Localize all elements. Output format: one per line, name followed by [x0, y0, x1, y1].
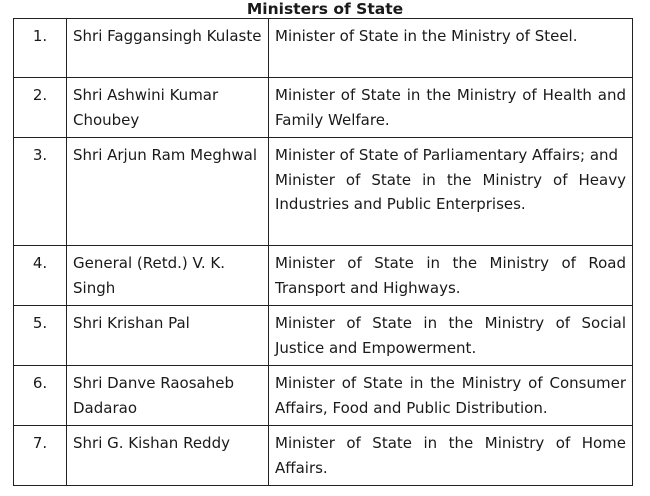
portfolio-text: Minister of State in the Ministry of Home Affairs.	[275, 434, 626, 477]
portfolio-text: Minister of State in the Ministry of Social Justice and Empowerment.	[275, 314, 626, 357]
portfolio	[269, 78, 633, 138]
serial-number: 4.	[14, 246, 67, 306]
portfolio	[269, 138, 633, 246]
minister-name: Shri Krishan Pal	[67, 306, 269, 366]
minister-name: Shri Ashwini Kumar Choubey	[67, 78, 269, 138]
portfolio	[269, 426, 633, 486]
ministers-table	[13, 18, 633, 486]
portfolio-text: Minister of State in the Ministry of Health and Family Welfare.	[275, 86, 626, 129]
table-row	[14, 78, 633, 138]
serial-number: 5.	[14, 306, 67, 366]
serial-number: 3.	[14, 138, 67, 246]
portfolio	[269, 306, 633, 366]
page-title: Ministers of State	[246, 0, 404, 18]
serial-number: 6.	[14, 366, 67, 426]
portfolio-text: Minister of State in the Ministry of Heavy Industries and Public Enterprises.	[275, 170, 626, 213]
minister-name: General (Retd.) V. K. Singh	[67, 246, 269, 306]
minister-name: Shri G. Kishan Reddy	[67, 426, 269, 486]
portfolio-text: Minister of State of Parliamentary Affairs; and	[275, 146, 619, 164]
table-row	[14, 426, 633, 486]
table-row	[14, 366, 633, 426]
table-row	[14, 306, 633, 366]
serial-number: 7.	[14, 426, 67, 486]
serial-number: 2.	[14, 78, 67, 138]
minister-name: Shri Arjun Ram Meghwal	[67, 138, 269, 246]
minister-name: Shri Danve Raosaheb Dadarao	[67, 366, 269, 426]
table-row	[14, 19, 633, 78]
portfolio-text: Minister of State in the Ministry of Steel.	[275, 27, 578, 45]
portfolio-text: Minister of State in the Ministry of Road Transport and Highways.	[275, 254, 626, 297]
portfolio	[269, 366, 633, 426]
portfolio-text: Minister of State in the Ministry of Consumer Affairs, Food and Public Distribution.	[275, 374, 626, 417]
portfolio	[269, 246, 633, 306]
table-row	[14, 138, 633, 246]
table-row	[14, 246, 633, 306]
serial-number: 1.	[14, 19, 67, 78]
portfolio	[269, 19, 633, 78]
minister-name: Shri Faggansingh Kulaste	[67, 19, 269, 78]
